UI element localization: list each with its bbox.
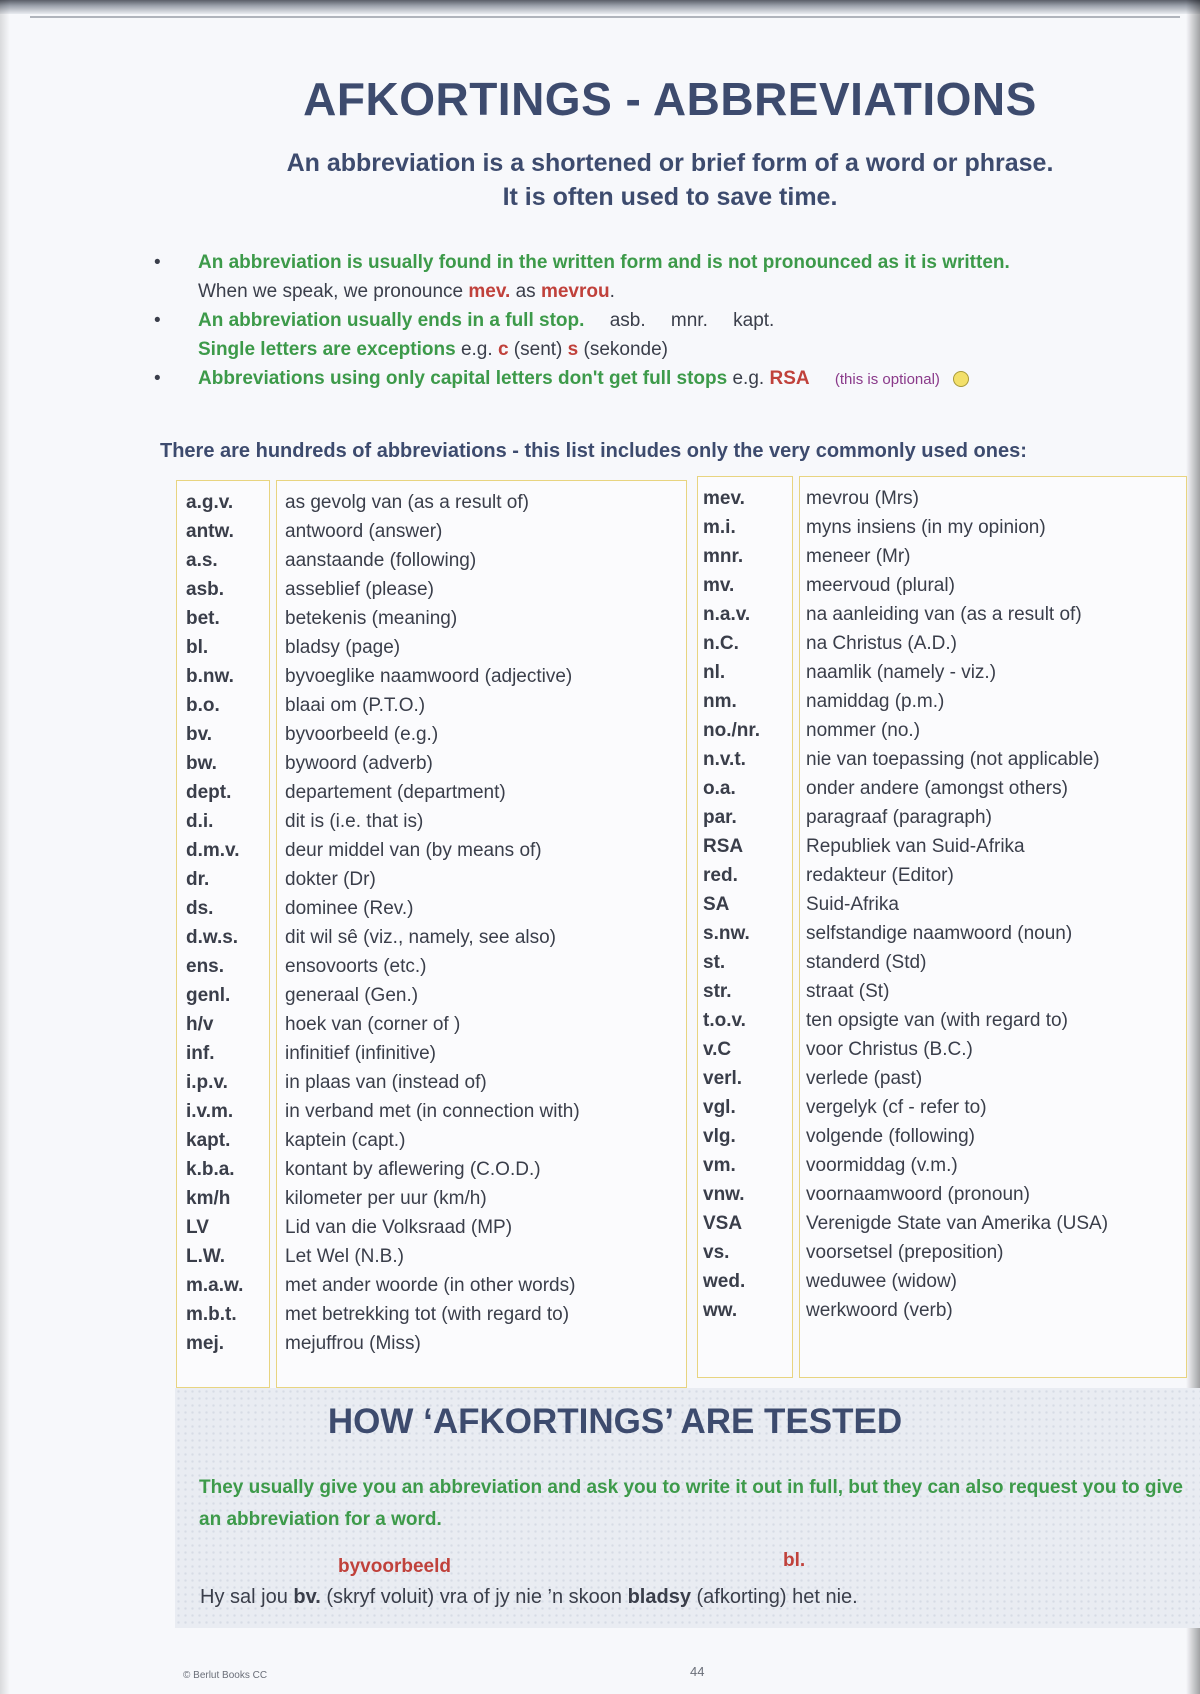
- abbreviation-cell: n.a.v.: [703, 604, 751, 625]
- meaning-cell: blaai om (P.T.O.): [285, 695, 426, 716]
- abbreviation-cell: red.: [703, 865, 738, 886]
- example-word: mevrou: [540, 281, 610, 302]
- rule-detail: .: [609, 281, 615, 302]
- bullet-icon: •: [154, 252, 161, 273]
- meaning-cell: voorsetsel (preposition): [806, 1242, 1004, 1263]
- meaning-cell: redakteur (Editor): [806, 865, 954, 886]
- meaning-cell: voor Christus (B.C.): [806, 1039, 973, 1060]
- abbreviation-cell: vnw.: [703, 1184, 745, 1205]
- meaning-cell: kilometer per uur (km/h): [285, 1188, 487, 1209]
- rule-detail: When we speak, we pronounce: [198, 281, 464, 302]
- meaning-cell: meneer (Mr): [806, 546, 911, 567]
- meaning-cell: dit wil sê (viz., namely, see also): [285, 927, 557, 948]
- meaning-cell: ten opsigte van (with regard to): [806, 1010, 1068, 1031]
- subtitle-line-2: It is often used to save time.: [502, 183, 838, 211]
- abbreviation-cell: vm.: [703, 1155, 736, 1176]
- bullet-icon: •: [154, 310, 161, 331]
- meaning-cell: nommer (no.): [806, 720, 921, 741]
- meaning-cell: asseblief (please): [285, 579, 434, 600]
- meaning-cell: infinitief (infinitive): [285, 1043, 436, 1064]
- abbreviation-cell: mev.: [703, 488, 745, 509]
- rule-text: Single letters are exceptions: [198, 339, 456, 360]
- example-abbreviation: s: [567, 339, 579, 360]
- example-sentence: [200, 1586, 858, 1609]
- meaning-cell: dit is (i.e. that is): [285, 811, 424, 832]
- abbreviation-cell: t.o.v.: [703, 1010, 746, 1031]
- meaning-cell: deur middel van (by means of): [285, 840, 542, 861]
- lightbulb-icon: [953, 371, 969, 387]
- meaning-cell: kaptein (capt.): [285, 1130, 406, 1151]
- abbreviation-cell: dept.: [186, 782, 232, 803]
- meaning-cell: hoek van (corner of ): [285, 1014, 461, 1035]
- meaning-cell: in verband met (in connection with): [285, 1101, 580, 1122]
- meaning-cell: aanstaande (following): [285, 550, 477, 571]
- abbreviation-cell: v.C: [703, 1039, 732, 1060]
- meaning-cell: namiddag (p.m.): [806, 691, 945, 712]
- meaning-cell: straat (St): [806, 981, 890, 1002]
- abbreviation-cell: LV: [186, 1217, 209, 1238]
- abbreviation-cell: vs.: [703, 1242, 730, 1263]
- abbreviation-cell: o.a.: [703, 778, 736, 799]
- abbreviation-cell: m.a.w.: [186, 1275, 244, 1296]
- rule-text: Abbreviations using only capital letters don't get full stops: [198, 368, 728, 389]
- meaning-cell: naamlik (namely - viz.): [806, 662, 997, 683]
- example-abbreviation: mnr.: [670, 310, 708, 331]
- page-left-shadow: [0, 0, 10, 1694]
- example-text: (skryf voluit) vra of jy nie ’n skoon: [326, 1586, 623, 1608]
- meaning-cell: as gevolg van (as a result of): [285, 492, 529, 513]
- meaning-cell: voormiddag (v.m.): [806, 1155, 958, 1176]
- abbreviation-cell: i.p.v.: [186, 1072, 228, 1093]
- abbreviation-cell: b.o.: [186, 695, 220, 716]
- abbreviation-cell: vgl.: [703, 1097, 736, 1118]
- example-abbreviation: bv.: [293, 1586, 321, 1608]
- abbreviation-cell: i.v.m.: [186, 1101, 234, 1122]
- abbreviation-cell: inf.: [186, 1043, 215, 1064]
- example-text: Hy sal jou: [200, 1586, 288, 1608]
- abbreviation-cell: wed.: [703, 1271, 746, 1292]
- abbreviation-cell: m.i.: [703, 517, 736, 538]
- abbreviation-cell: L.W.: [186, 1246, 226, 1267]
- abbreviation-cell: nm.: [703, 691, 737, 712]
- example-annotation-full: byvoorbeeld: [338, 1556, 451, 1577]
- meaning-cell: generaal (Gen.): [285, 985, 419, 1006]
- optional-note: (this is optional): [834, 371, 940, 388]
- example-text: (afkorting) het nie.: [696, 1586, 858, 1608]
- meaning-cell: selfstandige naamwoord (noun): [806, 923, 1073, 944]
- meaning-cell: dokter (Dr): [285, 869, 376, 890]
- right-meaning-list: [806, 484, 1108, 1325]
- meaning-cell: byvoorbeeld (e.g.): [285, 724, 439, 745]
- abbreviation-cell: d.w.s.: [186, 927, 239, 948]
- abbreviation-cell: VSA: [703, 1213, 743, 1234]
- rule-detail: e.g.: [732, 368, 765, 389]
- abbreviation-cell: bet.: [186, 608, 220, 629]
- abbreviation-cell: mv.: [703, 575, 735, 596]
- abbreviation-cell: dr.: [186, 869, 210, 890]
- abbreviation-cell: d.i.: [186, 811, 214, 832]
- meaning-cell: met betrekking tot (with regard to): [285, 1304, 570, 1325]
- abbreviation-cell: km/h: [186, 1188, 231, 1209]
- meaning-cell: meervoud (plural): [806, 575, 955, 596]
- meaning-cell: voornaamwoord (pronoun): [806, 1184, 1030, 1205]
- example-abbreviation: kapt.: [733, 310, 775, 331]
- meaning-cell: in plaas van (instead of): [285, 1072, 487, 1093]
- rule-text: An abbreviation is usually found in the written form and is not pronounced as it is written.: [198, 252, 1010, 273]
- meaning-cell: departement (department): [285, 782, 506, 803]
- rule-detail: e.g.: [460, 339, 493, 360]
- page-subtitle: [0, 146, 1200, 214]
- meaning-cell: met ander woorde (in other words): [285, 1275, 576, 1296]
- abbreviation-cell: par.: [703, 807, 737, 828]
- example-word: bladsy: [627, 1586, 691, 1608]
- meaning-cell: na Christus (A.D.): [806, 633, 957, 654]
- testing-heading: HOW ‘AFKORTINGS’ ARE TESTED: [327, 1402, 903, 1441]
- abbreviation-cell: nl.: [703, 662, 726, 683]
- example-abbreviation: RSA: [769, 368, 810, 389]
- meaning-cell: mejuffrou (Miss): [285, 1333, 421, 1354]
- meaning-cell: antwoord (answer): [285, 521, 443, 542]
- example-abbreviation: c: [497, 339, 509, 360]
- example-abbreviation: asb.: [609, 310, 646, 331]
- abbreviation-cell: ww.: [703, 1300, 738, 1321]
- meaning-cell: weduwee (widow): [806, 1271, 958, 1292]
- meaning-cell: nie van toepassing (not applicable): [806, 749, 1100, 770]
- meaning-cell: betekenis (meaning): [285, 608, 458, 629]
- rule-item: [150, 364, 1130, 394]
- meaning-cell: bladsy (page): [285, 637, 401, 658]
- left-meaning-list: [285, 488, 580, 1358]
- rule-item: [150, 306, 1130, 364]
- abbreviation-cell: antw.: [186, 521, 234, 542]
- testing-description: They usually give you an abbreviation and ask you to write it out in full, but they can also request you to give an abbreviation for a word.: [199, 1477, 1183, 1530]
- right-abbr-list: [703, 484, 760, 1325]
- meaning-cell: myns insiens (in my opinion): [806, 517, 1046, 538]
- rule-detail: (sent): [513, 339, 563, 360]
- meaning-cell: verlede (past): [806, 1068, 923, 1089]
- abbreviation-cell: mej.: [186, 1333, 225, 1354]
- meaning-cell: Suid-Afrika: [806, 894, 899, 915]
- meaning-cell: standerd (Std): [806, 952, 927, 973]
- rule-text: An abbreviation usually ends in a full stop.: [198, 310, 585, 331]
- abbreviation-cell: no./nr.: [703, 720, 760, 741]
- meaning-cell: paragraaf (paragraph): [806, 807, 992, 828]
- abbreviation-cell: ds.: [186, 898, 214, 919]
- abbreviation-cell: a.g.v.: [186, 492, 234, 513]
- abbreviation-cell: str.: [703, 981, 732, 1002]
- abbreviation-cell: verl.: [703, 1068, 743, 1089]
- copyright: © Berlut Books CC: [183, 1670, 268, 1681]
- abbreviation-cell: bv.: [186, 724, 213, 745]
- bullet-icon: •: [154, 368, 161, 389]
- rule-detail: as: [515, 281, 536, 302]
- abbreviation-cell: a.s.: [186, 550, 218, 571]
- abbreviation-cell: RSA: [703, 836, 744, 857]
- example-abbreviation: mev.: [468, 281, 511, 302]
- list-intro: There are hundreds of abbreviations - this list includes only the very commonly used ones:: [160, 440, 1027, 462]
- meaning-cell: onder andere (amongst others): [806, 778, 1068, 799]
- page-top-line: [30, 16, 1180, 18]
- meaning-cell: werkwoord (verb): [806, 1300, 953, 1321]
- meaning-cell: dominee (Rev.): [285, 898, 414, 919]
- meaning-cell: na aanleiding van (as a result of): [806, 604, 1082, 625]
- left-abbr-list: [186, 488, 243, 1358]
- page-number: 44: [690, 1664, 705, 1679]
- meaning-cell: volgende (following): [806, 1126, 975, 1147]
- abbreviation-cell: bl.: [186, 637, 209, 658]
- example-annotation-abbr: bl.: [783, 1550, 806, 1571]
- abbreviation-cell: s.nw.: [703, 923, 750, 944]
- meaning-cell: Verenigde State van Amerika (USA): [806, 1213, 1109, 1234]
- abbreviation-cell: kapt.: [186, 1130, 231, 1151]
- abbreviation-cell: st.: [703, 952, 726, 973]
- meaning-cell: Republiek van Suid-Afrika: [806, 836, 1025, 857]
- meaning-cell: byvoeglike naamwoord (adjective): [285, 666, 573, 687]
- meaning-cell: kontant by aflewering (C.O.D.): [285, 1159, 541, 1180]
- meaning-cell: mevrou (Mrs): [806, 488, 919, 509]
- meaning-cell: Let Wel (N.B.): [285, 1246, 404, 1267]
- abbreviation-cell: b.nw.: [186, 666, 234, 687]
- rules-list: [150, 248, 1130, 394]
- abbreviation-cell: n.C.: [703, 633, 739, 654]
- abbreviation-cell: SA: [703, 894, 730, 915]
- meaning-cell: vergelyk (cf - refer to): [806, 1097, 987, 1118]
- abbreviation-cell: vlg.: [703, 1126, 736, 1147]
- abbreviation-cell: h/v: [186, 1014, 214, 1035]
- abbreviation-cell: genl.: [186, 985, 231, 1006]
- rule-detail: (sekonde): [583, 339, 669, 360]
- abbreviation-cell: m.b.t.: [186, 1304, 237, 1325]
- abbreviation-cell: bw.: [186, 753, 217, 774]
- subtitle-line-1: An abbreviation is a shortened or brief form of a word or phrase.: [286, 149, 1054, 177]
- meaning-cell: Lid van die Volksraad (MP): [285, 1217, 513, 1238]
- page-top-edge: [0, 0, 1200, 14]
- meaning-cell: bywoord (adverb): [285, 753, 433, 774]
- page-title: AFKORTINGS - ABBREVIATIONS: [303, 73, 1037, 125]
- abbreviation-cell: ens.: [186, 956, 225, 977]
- abbreviation-cell: n.v.t.: [703, 749, 746, 770]
- abbreviation-cell: asb.: [186, 579, 225, 600]
- meaning-cell: ensovoorts (etc.): [285, 956, 427, 977]
- rule-item: [150, 248, 1130, 306]
- abbreviation-cell: d.m.v.: [186, 840, 240, 861]
- abbreviation-cell: k.b.a.: [186, 1159, 235, 1180]
- abbreviation-cell: mnr.: [703, 546, 744, 567]
